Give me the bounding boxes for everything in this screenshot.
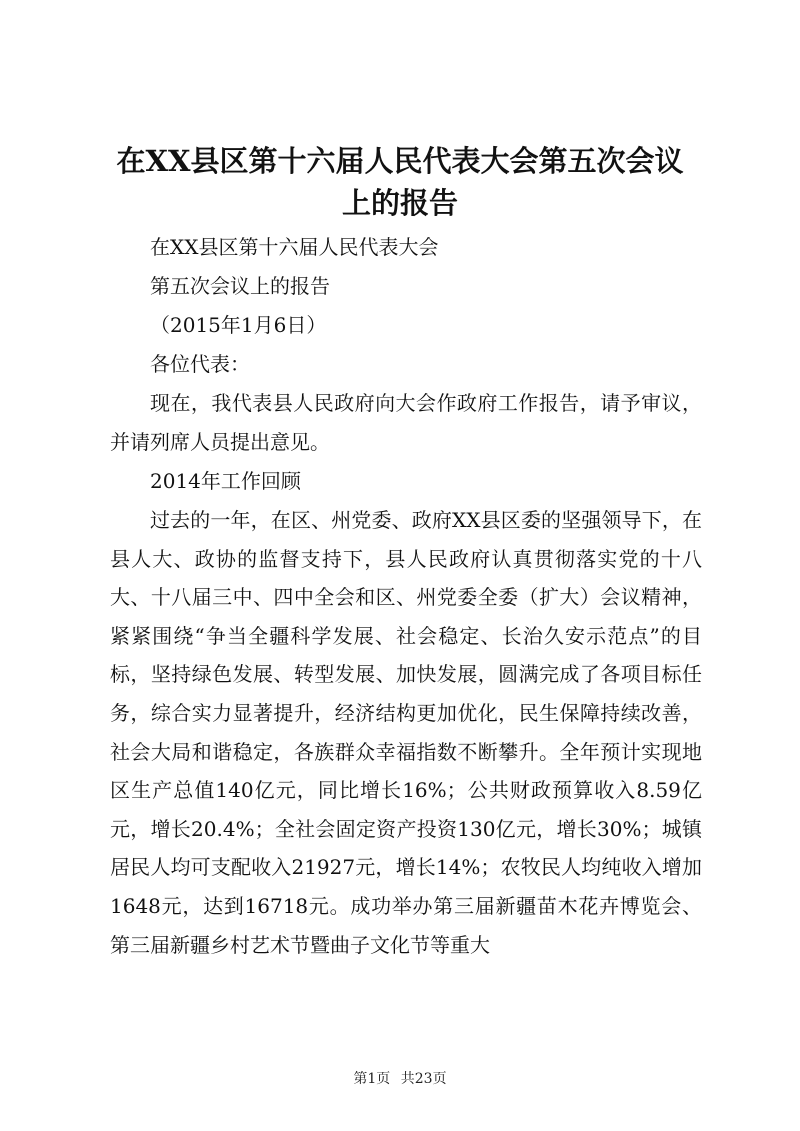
- salutation: 各位代表：: [150, 352, 250, 376]
- intro-paragraph: 现在，我代表县人民政府向大会作政府工作报告，请予审议，并请列席人员提出意见。: [110, 391, 702, 454]
- title-line-1: 在XX县区第十六届人民代表大会第五次会议: [116, 144, 684, 178]
- subtitle-line-1: 在XX县区第十六届人民代表大会: [150, 235, 439, 259]
- page-footer: [0, 1068, 800, 1088]
- report-date: （2015年1月6日）: [150, 313, 327, 337]
- document-title: [100, 140, 700, 224]
- section-heading: 2014年工作回顾: [150, 469, 301, 493]
- page-total: 共23页: [400, 1071, 447, 1087]
- body-paragraph: 过去的一年，在区、州党委、政府XX县区委的坚强领导下，在县人大、政协的监督支持下，县人民政府认真贯彻落实党的十八大、十八届三中、四中全会和区、州党委全委（扩大）会议精神，紧紧围绕“争当全疆科学发展、社会稳定、长治久安示范点”的目标，坚持绿色发展、转型发展、加快发展，圆满完成了各项目标任务，综合实力显著提升，经济结构更加优化，民生保障持续改善，社会大局和谐稳定，各族群众幸福指数不断攀升。全年预计实现地区生产总值140亿元，同比增长16%；公共财政预算收入8.59亿元，增长20.4%；全社会固定资产投资130亿元，增长30%；城镇居民人均可支配收入21927元，增长14%；农牧民人均纯收入增加1648元，达到16718元。成功举办第三届新疆苗木花卉博览会、第三届新疆乡村艺术节暨曲子文化节等重大: [110, 508, 702, 957]
- page-number: 第1页: [353, 1071, 391, 1087]
- subtitle-line-2: 第五次会议上的报告: [150, 274, 330, 298]
- title-line-2: 上的报告: [341, 186, 458, 220]
